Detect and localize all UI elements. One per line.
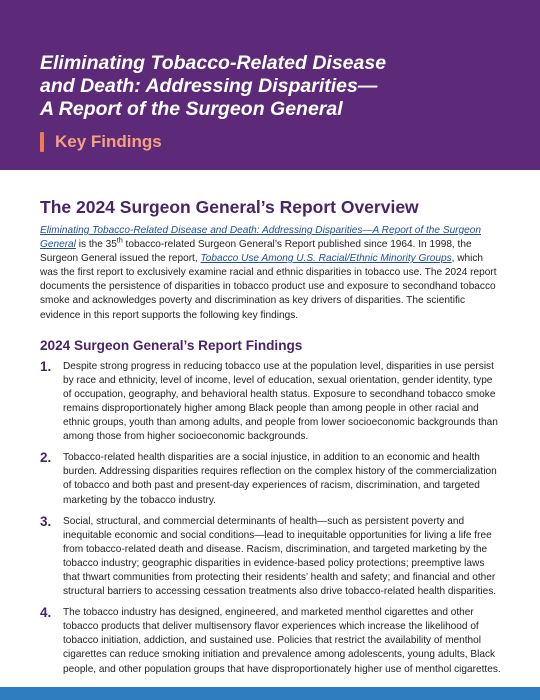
report-header xyxy=(0,0,540,170)
finding-text: Tobacco-related health disparities are a social injustice, in addition to an economic and health burden. Addressing disparities requires reflection on the complex history of the commercialization of tobacco and both past and present-day experiences of racism, discrimination, and targeted marketing by the tobacco industry. xyxy=(63,452,497,506)
report-title xyxy=(40,52,510,121)
main-content xyxy=(40,196,502,684)
finding-number: 2. xyxy=(40,450,52,466)
finding-text: Despite strong progress in reducing tobacco use at the population level, disparities in use persist by race and ethnicity, level of income, level of education, sexual orientation, gender identity, type of occupation, geography, and behavioral health status. Exposure to secondhand tobacco smoke remains disproportionately higher among Black people than among people in other racial and ethnic groups, youth than among adults, and people from lower socioeconomic backgrounds than among those from higher socioeconomic backgrounds. xyxy=(63,360,498,443)
footer-bar xyxy=(0,687,540,700)
finding-number: 4. xyxy=(40,605,52,621)
key-findings-label: Key Findings xyxy=(55,132,162,151)
report-1998-link[interactable]: Tobacco Use Among U.S. Racial/Ethnic Minority Groups xyxy=(200,253,452,265)
report-link-text: General xyxy=(40,239,76,251)
finding-number: 3. xyxy=(40,513,52,529)
overview-text: is the 35 xyxy=(75,239,117,251)
report-link-text: Eliminating Tobacco-Related Disease and Death: Addressing Disparities—A Report of the Surgeon xyxy=(40,225,481,236)
finding-text: Social, structural, and commercial determinants of health—such as persistent poverty and inequitable economic and social conditions—lead to inequitable opportunities for living a life free from tobacco-related death and disease. Racism, discrimination, and targeted marketing by the tobacco industry; geographic disparities in evidence-based policy protections; preemptive laws that thwart communities from protecting their residents’ health and safety; and financial and other structural barriers to accessing cessation treatments also drive tobacco-related health disparities. xyxy=(63,515,497,598)
finding-item xyxy=(40,451,502,507)
overview-title: The 2024 Surgeon General’s Report Overview xyxy=(40,197,419,217)
ordinal-suffix: th xyxy=(116,237,123,245)
finding-item xyxy=(40,515,502,600)
report-title-line: A Report of the Surgeon General xyxy=(40,98,343,120)
finding-number: 1. xyxy=(40,358,52,374)
overview-text: tobacco-related Surgeon General’s Report published since 1964. In 1998, the Surgeon General issued the report, xyxy=(40,239,472,265)
finding-text: The tobacco industry has designed, engineered, and marketed menthol cigarettes and other tobacco products that deliver multisensory flavor experiences which increase the likelihood of tobacco initiation, addiction, and sustained use. Policies that restrict the availability of menthol cigarettes can reduce smoking initiation and prevalence among adolescents, young adults, Black people, and other population groups that have disproportionately higher use of menthol cigarettes. xyxy=(63,607,501,675)
finding-item xyxy=(40,360,502,445)
finding-item xyxy=(40,606,502,676)
report-title-line: Eliminating Tobacco-Related Disease xyxy=(40,52,387,74)
overview-paragraph xyxy=(40,224,502,323)
report-title-line: and Death: Addressing Disparities— xyxy=(40,75,378,97)
findings-title: 2024 Surgeon General’s Report Findings xyxy=(40,337,303,353)
overview-text: , which was the first report to exclusively examine racial and ethnic disparities in tobacco use. The 2024 report documents the persistence of disparities in tobacco product use and exposure to secondhand tobacco smoke and acknowledges poverty and discrimination as key drivers of disparities. The scientific evidence in this report supports the following key findings. xyxy=(40,253,497,321)
accent-bar xyxy=(40,132,44,152)
